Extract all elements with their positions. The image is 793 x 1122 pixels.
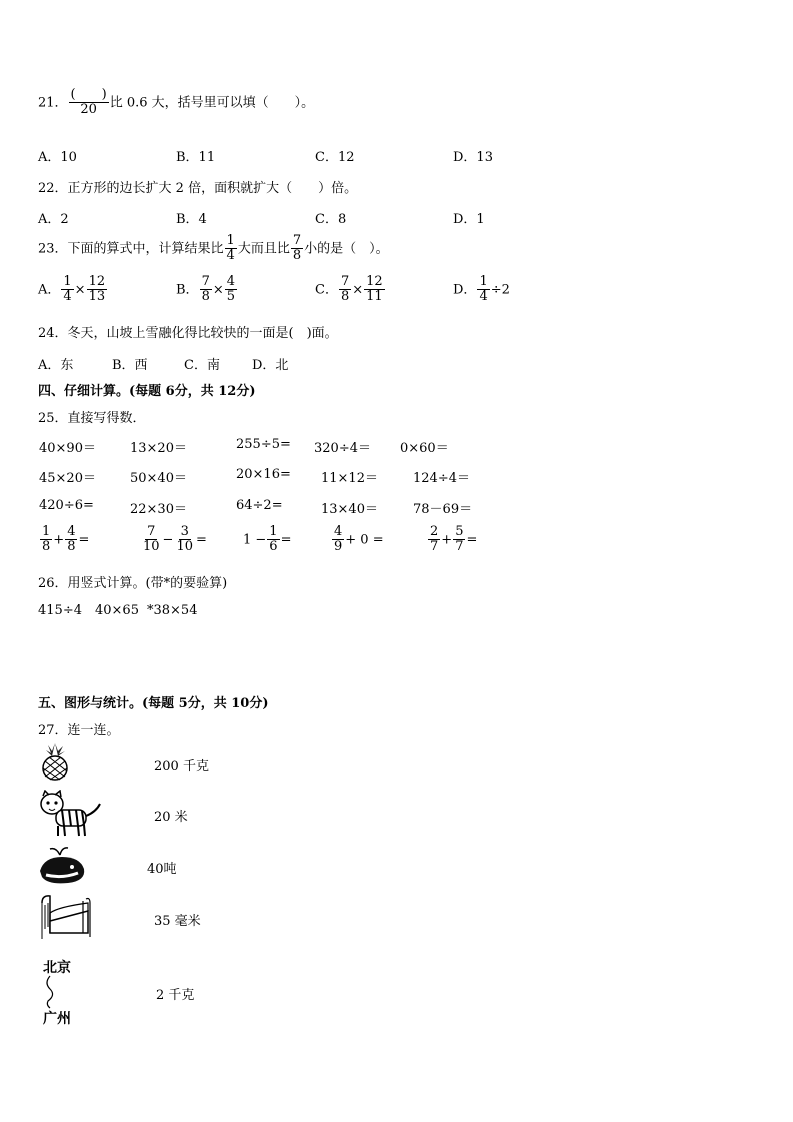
q21-text: 比 0.6 大，括号里可以填（ ）。	[109, 95, 315, 111]
q23: 23．下面的算式中，计算结果比 $\frac{1}{4}$ 大而且比 $\frac{7}{8}$ 小的是（ ）。	[38, 233, 389, 264]
section-4-heading: 四、仔细计算。(每题 6分，共 12分)	[38, 384, 256, 399]
q25-frac-4: $\frac{4}{9}$ + 0 =	[334, 524, 384, 555]
q26-item-2: 40×65	[95, 603, 139, 618]
q27-text: 27．连一连。	[38, 723, 120, 738]
q26-text: 26．用竖式计算。(带*的要验算)	[38, 576, 228, 591]
q24-text: 24．冬天，山坡上雪融化得比较快的一面是( )面。	[38, 326, 338, 341]
q21-option-c[interactable]: C．12	[315, 150, 355, 165]
section-5-heading: 五、图形与统计。(每题 5分，共 10分)	[38, 696, 269, 711]
q21-option-b[interactable]: B．11	[176, 150, 216, 165]
q23-option-d[interactable]: D． $\frac{1}{4}$ ÷2	[453, 274, 510, 305]
q25-text: 25．直接写得数．	[38, 411, 146, 426]
q22-text: 22．正方形的边长扩大 2 倍，面积就扩大（ ）倍。	[38, 181, 358, 196]
map-label-guangzhou: 广州	[43, 1011, 71, 1027]
q27-answer-4[interactable]: 35 毫米	[154, 914, 201, 929]
q22-option-b[interactable]: B．4	[176, 212, 207, 227]
q23-option-b[interactable]: B． $\frac{7}{8}$ × $\frac{4}{5}$	[176, 274, 236, 305]
q22-option-a[interactable]: A．2	[38, 212, 69, 227]
q27-answer-2[interactable]: 20 米	[154, 810, 188, 825]
pineapple-icon	[38, 741, 72, 781]
q25-frac-2: $\frac{7}{10}$ − $\frac{3}{10}$ =	[143, 524, 207, 555]
q24-option-c[interactable]: C．南	[184, 358, 220, 373]
q23-option-a[interactable]: A． $\frac{1}{4}$ × $\frac{12}{13}$	[38, 274, 106, 305]
q21-fraction: $\frac{( )}{20}$	[70, 87, 107, 118]
q23-option-c[interactable]: C． $\frac{7}{8}$ × $\frac{12}{11}$	[315, 274, 383, 305]
tiger-icon	[38, 790, 102, 838]
q22-option-d[interactable]: D．1	[453, 212, 485, 227]
q25-frac-1: $\frac{1}{8}$ + $\frac{4}{8}$ =	[42, 524, 90, 555]
q23-fraction-1: $\frac{1}{4}$	[226, 233, 235, 264]
whale-icon	[38, 845, 88, 887]
q25-frac-3: 1 − $\frac{1}{6}$ =	[243, 524, 292, 555]
q26-item-3: *38×54	[147, 603, 198, 618]
q24-option-b[interactable]: B．西	[112, 358, 148, 373]
q21	[38, 88, 314, 118]
q27-answer-1[interactable]: 200 千克	[154, 759, 209, 774]
q21-option-a[interactable]: A．10	[38, 150, 77, 165]
q24-option-a[interactable]: A．东	[38, 358, 74, 373]
bed-icon	[38, 893, 92, 941]
q21-option-d[interactable]: D．13	[453, 150, 493, 165]
q22-option-c[interactable]: C．8	[315, 212, 347, 227]
q27-answer-5[interactable]: 2 千克	[156, 988, 195, 1003]
map-label-beijing: 北京	[43, 960, 71, 976]
q25-frac-5: $\frac{2}{7}$ + $\frac{5}{7}$ =	[430, 524, 478, 555]
q27-answer-3[interactable]: 40吨	[147, 862, 177, 877]
q23-fraction-2: $\frac{7}{8}$	[292, 233, 302, 264]
q26-item-1: 415÷4	[38, 603, 82, 618]
route-line-icon	[40, 975, 64, 1009]
q24-option-d[interactable]: D．北	[252, 358, 289, 373]
q21-number: 21．	[38, 95, 68, 111]
